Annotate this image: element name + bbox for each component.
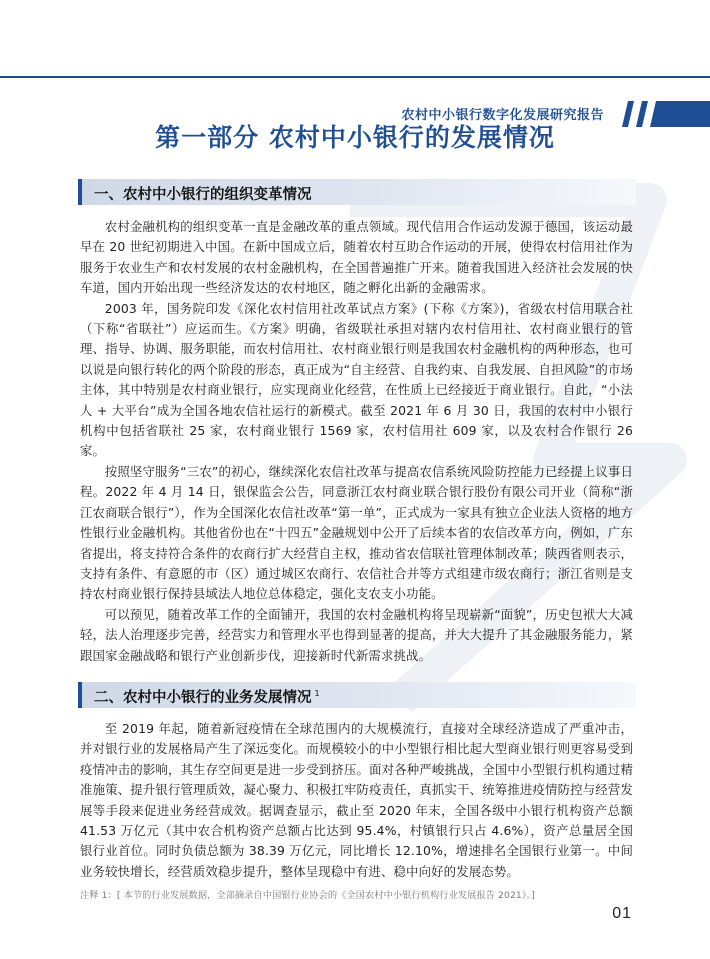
paragraph: 至 2019 年起，随着新冠疫情在全球范围内的大规模流行，直接对全球经济造成了严重冲击，并对银行业的发展格局产生了深远变化。而规模较小的中小型银行相比起大型商业银行则更容易受到疫情冲击的影响，其生存空间更是进一步受到挤压。面对各种严峻挑战，全国中小型银行机构通过精准施策、提升银行管理质效，凝心聚力、积极扛牢防疫责任，真抓实干、统筹推进疫情防控与经营发展等手段来促进业务经营成效。据调查显示，截止至 2020 年末，全国各级中小银行机构资产总额 41.53 万亿元（其中农合机构资产总额占比达到 95.4%，村镇银行只占 4.6%），资产总量居全国银行业首位。同时负债总额为 38.39 万亿元，同比增长 12.10%，增速排名全国银行业第一。中间业务较快增长，经营质效稳步提升，整体呈现稳中有进、稳中向好的发展态势。 (80, 721, 633, 879)
header-title: 农村中小银行数字化发展研究报告 (401, 108, 604, 123)
section-heading-2-text: 二、农村中小银行的业务发展情况 (94, 690, 312, 706)
page-title: 第一部分 农村中小银行的发展情况 (155, 123, 555, 152)
section-1-body (80, 217, 633, 666)
section-heading-1 (78, 179, 636, 205)
paragraph: 2003 年，国务院印发《深化农村信用社改革试点方案》(下称《方案》)，省级农村信用联合社（下称“省联社”）应运而生。《方案》明确，省级联社承担对辖内农村信用社、农村商业银行的管理、指导、协调、服务职能，而农村信用社、农村商业银行则是我国农村金融机构的两种形态，也可以说是向银行转化的两个阶段的形态，真正成为“自主经营、自我约束、自我发展、自担风险”的市场主体，其中特别是农村商业银行，应实现商业化经营，在性质上已经接近于商业银行。自此，“小法人 + 大平台”成为全国各地农信社运行的新模式。截至 2021 年 6 月 30 日，我国的农村中小银行机构中包括省联社 25 家，农村商业银行 1569 家，农村信用社 609 家，以及农村合作银行 26 家。 (80, 300, 633, 459)
section-2-body (80, 719, 633, 882)
section-heading-1-text: 一、农村中小银行的组织变革情况 (94, 187, 312, 203)
section-heading-2 (78, 682, 636, 708)
header-rule (0, 76, 710, 78)
footnote: 注释 1：[ 本节的行业发展数据，全部摘录自中国银行业协会的《全国农村中小银行机构行业发展报告 2021》。] (80, 890, 535, 901)
paragraph: 按照坚守服务“三农”的初心，继续深化农信社改革与提高农信系统风险防控能力已经提上议事日程。2022 年 4 月 14 日，银保监会公告，同意浙江农村商业联合银行股份有限公司开业（简称“浙江农商联合银行”），作为全国深化农信社改革“第一单”，正式成为一家具有独立企业法人资格的地方性银行业金融机构。其他省份也在“十四五”金融规划中公开了后续本省的农信改革方向，例如，广东省提出，将支持符合条件的农商行扩大经营自主权，推动省农信联社管理体制改革；陕西省则表示，支持有条件、有意愿的市（区）通过城区农商行、农信社合并等方式组建市级农商行；浙江省则是支持农村商业银行保持县域法人地位总体稳定，强化支农支小功能。 (80, 463, 633, 602)
footnote-marker: 1 (314, 689, 320, 699)
page-number: 01 (612, 905, 632, 922)
section-heading-2-label (94, 686, 320, 707)
paragraph: 农村金融机构的组织变革一直是金融改革的重点领域。现代信用合作运动发源于德国，该运动最早在 20 世纪初期进入中国。在新中国成立后，随着农村互助合作运动的开展，使得农村信用社作为服务于农业生产和农村发展的农村金融机构，在全国普遍推广开来。随着我国进入经济社会发展的快车道，国内开始出现一些经济发达的农村地区，随之孵化出新的金融需求。 (80, 219, 633, 296)
paragraph: 可以预见，随着改革工作的全面铺开，我国的农村金融机构将呈现崭新“面貌”，历史包袱大大减轻，法人治理逐步完善，经营实力和管理水平也得到显著的提高，并大大提升了其金融服务能力，紧跟国家金融战略和银行产业创新步伐，迎接新时代新需求挑战。 (80, 606, 633, 663)
